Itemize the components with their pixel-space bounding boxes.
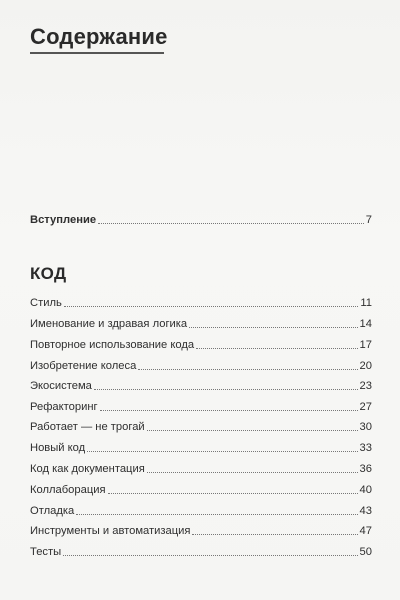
toc-leader-dots xyxy=(147,471,358,473)
toc-entry xyxy=(30,296,372,310)
toc-leader-dots xyxy=(100,409,358,411)
toc-entry-intro xyxy=(30,213,372,227)
toc-entry-page: 30 xyxy=(359,421,372,433)
toc-leader-dots xyxy=(64,305,359,307)
toc-entry-label: Именование и здравая логика xyxy=(30,318,188,330)
title-underline xyxy=(30,52,164,54)
toc-entry-page: 40 xyxy=(359,484,372,496)
toc-leader-dots xyxy=(147,429,358,431)
toc-entry-label: Стиль xyxy=(30,297,62,309)
toc-entry-label: Отладка xyxy=(30,505,75,517)
toc-entry-label: Рефакторинг xyxy=(30,401,98,413)
toc-leader-dots xyxy=(94,388,358,390)
toc-leader-dots xyxy=(98,222,364,224)
toc-entry xyxy=(30,317,372,331)
toc-entry xyxy=(30,338,372,352)
toc-entry-page: 7 xyxy=(365,214,372,226)
toc-entry-page: 17 xyxy=(359,339,372,351)
toc-entry-label: Вступление xyxy=(30,214,97,226)
toc-leader-dots xyxy=(63,554,357,556)
toc-entry-label: Инструменты и автоматизация xyxy=(30,525,191,537)
toc-entry-label: Код как документация xyxy=(30,463,145,475)
toc-entry xyxy=(30,462,372,476)
toc-entry-page: 20 xyxy=(359,360,372,372)
toc-entry xyxy=(30,524,372,538)
toc-entry xyxy=(30,441,372,455)
toc-entry xyxy=(30,545,372,559)
toc-entry xyxy=(30,504,372,518)
toc-leader-dots xyxy=(87,450,357,452)
toc-entry-label: Повторное использование кода xyxy=(30,339,195,351)
toc-entry-label: Коллаборация xyxy=(30,484,106,496)
toc-entry xyxy=(30,420,372,434)
toc-entry xyxy=(30,359,372,373)
toc-entry-page: 23 xyxy=(359,380,372,392)
toc-entry-page: 43 xyxy=(359,505,372,517)
toc-entry-label: Новый код xyxy=(30,442,86,454)
toc-entry xyxy=(30,483,372,497)
toc-entry-page: 11 xyxy=(360,297,372,309)
toc-leader-dots xyxy=(138,368,357,370)
toc-leader-dots xyxy=(76,513,357,515)
toc-entry-label: Экосистема xyxy=(30,380,92,392)
section-heading: КОД xyxy=(30,264,67,283)
toc-entry-page: 14 xyxy=(359,318,372,330)
toc-entry-label: Работает — не трогай xyxy=(30,421,145,433)
toc-entry-label: Тесты xyxy=(30,546,62,558)
toc-entry-page: 47 xyxy=(359,525,372,537)
toc-leader-dots xyxy=(192,533,357,535)
toc-entry-label: Изобретение колеса xyxy=(30,360,137,372)
page-title: Содержание xyxy=(30,24,168,49)
toc-entry-page: 36 xyxy=(359,463,372,475)
toc-entry-page: 33 xyxy=(359,442,372,454)
toc-entry xyxy=(30,400,372,414)
toc-entry-page: 50 xyxy=(359,546,372,558)
toc-entry xyxy=(30,379,372,393)
toc-leader-dots xyxy=(189,326,357,328)
toc-entry-page: 27 xyxy=(359,401,372,413)
toc-leader-dots xyxy=(196,347,357,349)
toc-leader-dots xyxy=(108,492,358,494)
